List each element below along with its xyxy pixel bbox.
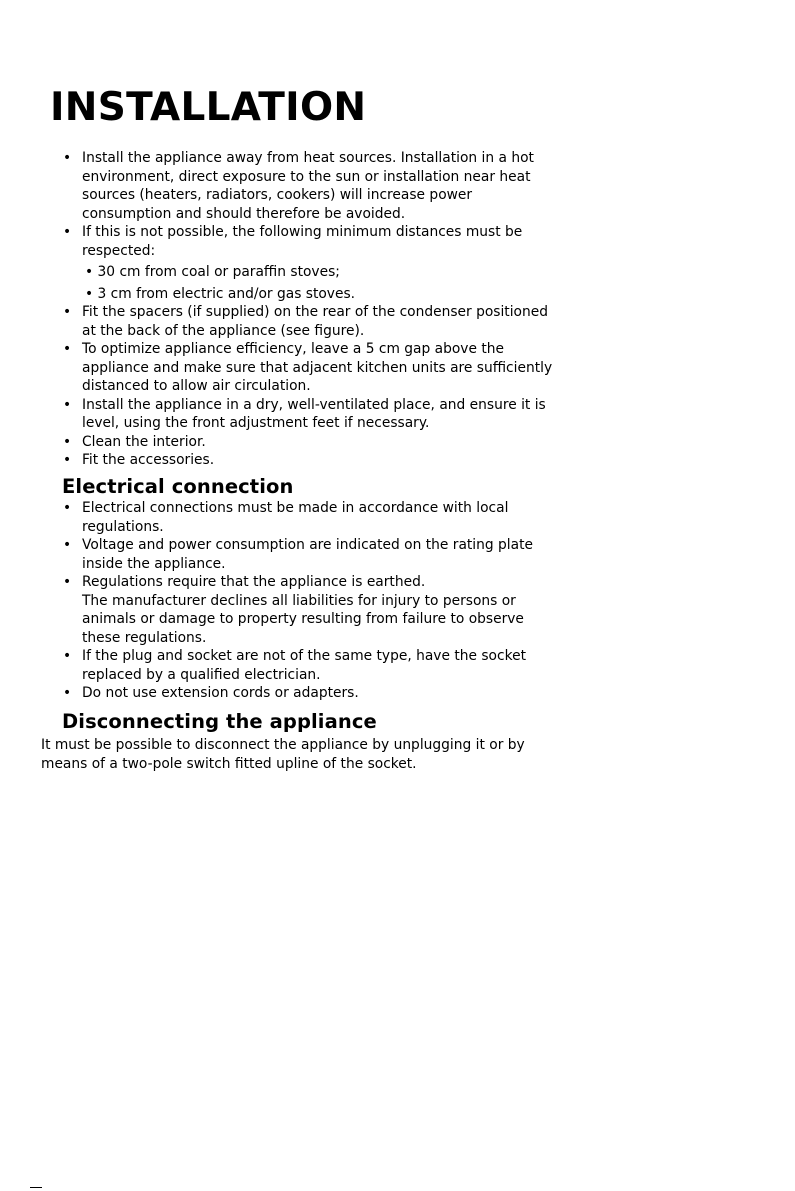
- list-item-text: • Voltage and power consumption are indicated on the rating plate inside the appliance.: [82, 537, 533, 572]
- list-item: [62, 536, 562, 573]
- list-item: [62, 149, 562, 223]
- installation-list: [62, 149, 562, 470]
- list-item: [62, 684, 562, 703]
- list-item-text: • Install the appliance away from heat sources. Installation in a hot environment, direct exposure to the sun or installation near heat sources (heaters, radiators, cookers) will increase power consumption and should therefore be avoided.: [82, 150, 534, 222]
- footer-rule: [30, 1187, 42, 1188]
- list-item-text: • Electrical connections must be made in accordance with local regulations.: [82, 500, 509, 535]
- list-item-text: • Clean the interior.: [82, 433, 206, 450]
- list-item: [62, 303, 562, 340]
- list-item-text: • To optimize appliance efficiency, leave a 5 cm gap above the appliance and make sure that adjacent kitchen units are sufficiently distanced to allow air circulation.: [82, 341, 553, 394]
- disconnecting-paragraph: It must be possible to disconnect the appliance by unplugging it or by means of a two-pole switch fitted upline of the socket.: [41, 737, 525, 772]
- electrical-connection-section: [62, 475, 562, 703]
- list-item-text: • Install the appliance in a dry, well-ventilated place, and ensure it is level, using the front adjustment feet if necessary.: [82, 396, 546, 431]
- list-item: [62, 340, 562, 396]
- list-item-text: • Fit the spacers (if supplied) on the rear of the condenser positioned at the back of the appliance (see figure).: [82, 304, 548, 339]
- list-item: [62, 396, 562, 433]
- list-item-text: • Do not use extension cords or adapters.: [82, 685, 359, 701]
- list-item-extra-text: The manufacturer declines all liabilities for injury to persons or animals or damage to property resulting from failure to observe these regulations.: [82, 592, 524, 646]
- list-item-text: • If this is not possible, the following minimum distances must be respected:: [82, 224, 523, 259]
- list-item-text: • Fit the accessories.: [82, 452, 215, 468]
- list-item: [62, 451, 562, 470]
- list-item-text: • Regulations require that the appliance is earthed.: [82, 574, 426, 590]
- list-item: [62, 223, 562, 303]
- section-heading-electrical: Electrical connection: [62, 475, 294, 498]
- sub-item-electric-stoves: • 3 cm from electric and/or gas stoves.: [85, 285, 356, 302]
- list-item: [62, 499, 562, 536]
- list-item: [62, 647, 562, 684]
- sub-item-coal-stoves: • 30 cm from coal or paraffin stoves;: [85, 264, 340, 280]
- disconnecting-section: [62, 710, 562, 734]
- list-item: [62, 433, 562, 452]
- electrical-list: [62, 499, 562, 703]
- list-item-text: • If the plug and socket are not of the same type, have the socket replaced by a qualified electrician.: [82, 648, 526, 683]
- list-item: [62, 573, 562, 647]
- section-heading-disconnecting: Disconnecting the appliance: [62, 710, 377, 733]
- installation-section: [62, 149, 562, 470]
- page-title: INSTALLATION: [50, 85, 367, 130]
